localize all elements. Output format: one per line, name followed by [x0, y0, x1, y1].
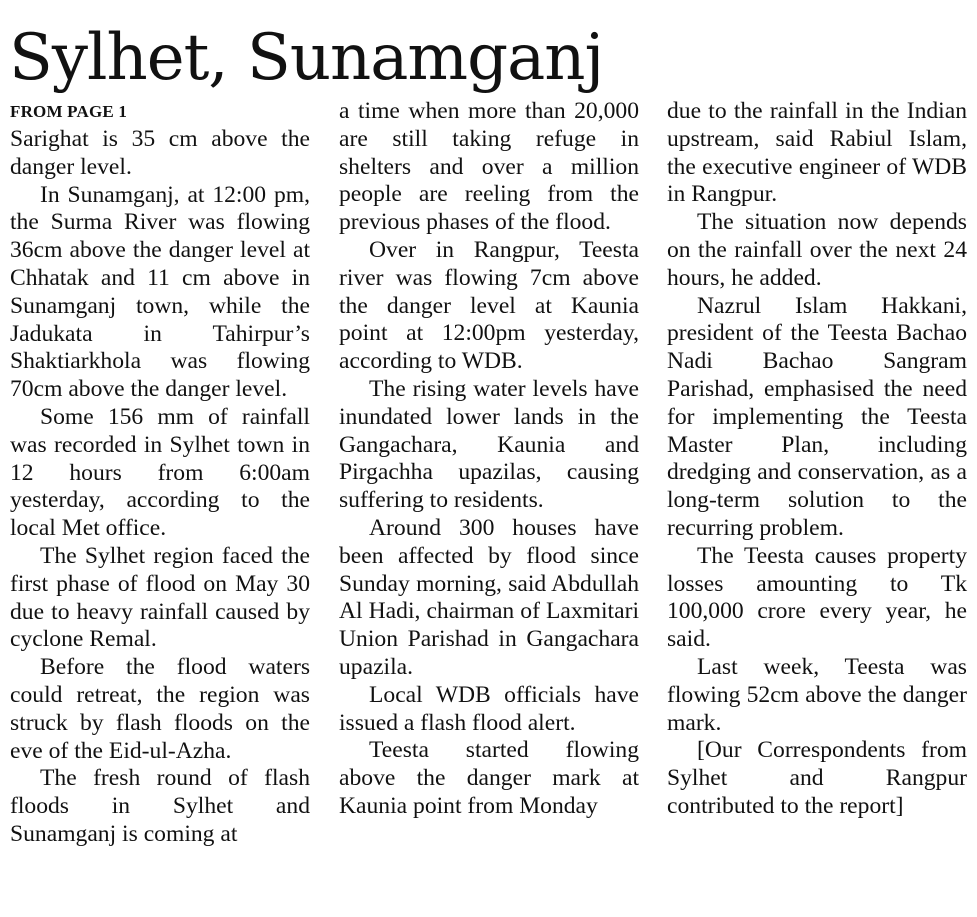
paragraph: due to the rainfall in the Indian upstream, said Rabiul Islam, the executive engineer of WDB in Rangpur. [667, 98, 967, 208]
article-column-2 [339, 98, 639, 821]
paragraph: Nazrul Islam Hakkani, president of the Teesta Bachao Nadi Bachao Sangram Parishad, emphasised the need for implementing the Teesta Master Plan, including dredging and conservation, as a long-term solution to the recurring problem. [667, 292, 967, 541]
paragraph: The situation now depends on the rainfall over the next 24 hours, he added. [667, 209, 967, 291]
paragraph: The Teesta causes property losses amounting to Tk 100,000 crore every year, he said. [667, 542, 967, 653]
paragraph: In Sunamganj, at 12:00 pm, the Surma River was flowing 36cm above the danger level at Chhatak and 11 cm above in Sunamganj town, while the Jadukata in Tahirpur’s Shaktiarkhola was flowing 70cm above the danger level. [10, 181, 310, 403]
article-column-1 [10, 98, 310, 849]
paragraph: Teesta started flowing above the danger mark at Kaunia point from Monday [339, 737, 639, 819]
paragraph: Around 300 houses have been affected by flood since Sunday morning, said Abdullah Al Hadi, chairman of Laxmitari Union Parishad in Gangachara upazila. [339, 514, 639, 680]
paragraph: Some 156 mm of rainfall was recorded in Sylhet town in 12 hours from 6:00am yesterday, according to the local Met office. [10, 403, 310, 542]
paragraph: The fresh round of flash floods in Sylhet and Sunamganj is coming at [10, 765, 310, 847]
paragraph: Sarighat is 35 cm above the danger level. [10, 126, 310, 180]
paragraph: The Sylhet region faced the first phase of flood on May 30 due to heavy rainfall caused by cyclone Remal. [10, 542, 310, 653]
paragraph: Before the flood waters could retreat, the region was struck by flash floods on the eve of the Eid-ul-Azha. [10, 654, 310, 764]
paragraph: Local WDB officials have issued a flash flood alert. [339, 681, 639, 736]
paragraph: a time when more than 20,000 are still taking refuge in shelters and over a million people are reeling from the previous phases of the flood. [339, 98, 639, 236]
paragraph: Over in Rangpur, Teesta river was flowing 7cm above the danger level at Kaunia point at 12:00pm yesterday, according to WDB. [339, 236, 639, 375]
paragraph: Last week, Teesta was flowing 52cm above the danger mark. [667, 653, 967, 736]
paragraph: The rising water levels have inundated lower lands in the Gangachara, Kaunia and Pirgachha upazilas, causing suffering to residents. [339, 375, 639, 514]
headline: Sylhet, Sunamganj [9, 21, 604, 95]
paragraph: [Our Correspondents from Sylhet and Rangpur contributed to the report] [667, 737, 967, 819]
continuation-kicker: FROM PAGE 1 [10, 102, 128, 121]
article-column-3 [667, 98, 967, 821]
